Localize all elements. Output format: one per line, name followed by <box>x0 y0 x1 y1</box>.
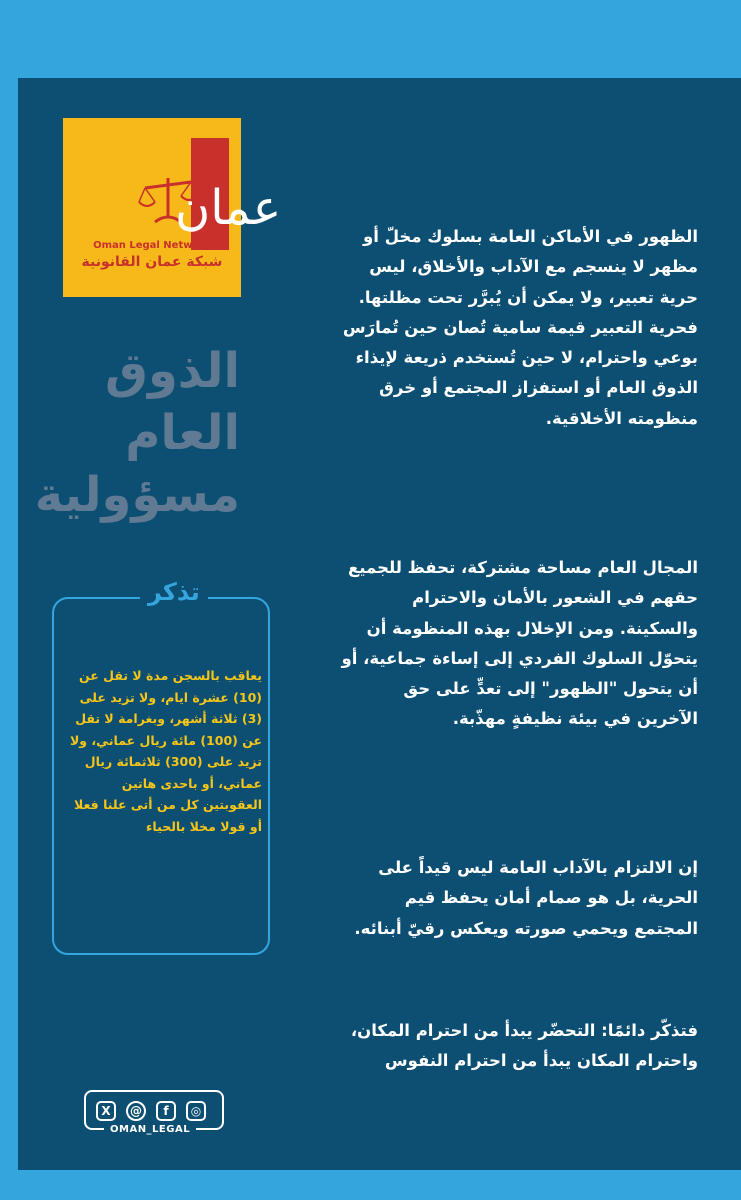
social-handle[interactable]: OMAN_LEGAL <box>104 1124 196 1135</box>
logo-english-name: Oman Legal Network <box>93 240 211 251</box>
logo-arabic-name: شبكة عمان القانونية <box>81 254 223 270</box>
paragraph-2: المجال العام مساحة مشتركة، تحفظ للجميع حقهم في الشعور بالأمان والاحترام والسكينة. ومن الإخلال بهذه المنظومة أن يتحوّل السلوك الفردي إلى إساءة جماعية، أو أن يتحول "الظهور" إلى تعدٍّ على حق الآخرين في بيئة نظيفةٍ مهذّبة. <box>341 558 698 729</box>
paragraph-4: فتذكّر دائمًا: التحضّر يبدأ من احترام المكان، واحترام المكان يبدأ من احترام النفوس <box>350 1021 698 1071</box>
instagram-icon[interactable]: ◎ <box>186 1101 206 1121</box>
oman-legal-network-logo <box>63 118 282 297</box>
title-line-3: مسؤولية <box>34 467 240 523</box>
paragraph-3: إن الالتزام بالآداب العامة ليس قيداً على الحرية، بل هو صمام أمان يحفظ قيم المجتمع ويحمي صورته ويعكس رقيّ أبنائه. <box>354 858 698 938</box>
logo-arabic-mark: عمان <box>175 180 282 236</box>
remember-text: يعاقب بالسجن مدة لا تقل عن (10) عشرة ايام، ولا تزيد على (3) ثلاثة أشهر، وبغرامة لا تقل عن (100) مائة ريال عماني، ولا تزيد على (300) ثلاثمائة ريال عماني، أو باحدى هاتين العقوبتين كل من أتى علنا فعلا أو قولا مخلا بالحياء <box>70 668 262 834</box>
threads-icon[interactable]: @ <box>126 1101 146 1121</box>
title-line-2: العام <box>125 405 240 461</box>
top-color-band <box>0 0 741 78</box>
left-color-strip <box>0 78 18 1170</box>
facebook-icon[interactable]: f <box>156 1101 176 1121</box>
paragraph-1: الظهور في الأماكن العامة بسلوك مخلّ أو مظهر لا ينسجم مع الآداب والأخلاق، ليس حرية تعبير، ولا يمكن أن يُبرَّر تحت مظلتها. فحرية التعبير قيمة سامية تُصان حين تُمارَس بوعي واحترام، لا حين تُستخدم ذريعة لإيذاء الذوق العام أو استفزاز المجتمع أو خرق منظومته الأخلاقية. <box>342 227 698 428</box>
page-title <box>34 340 240 526</box>
bottom-color-band <box>0 1170 741 1200</box>
title-line-1: الذوق <box>105 343 240 399</box>
x-icon[interactable]: X <box>96 1101 116 1121</box>
remember-heading: تذكر <box>140 578 208 606</box>
